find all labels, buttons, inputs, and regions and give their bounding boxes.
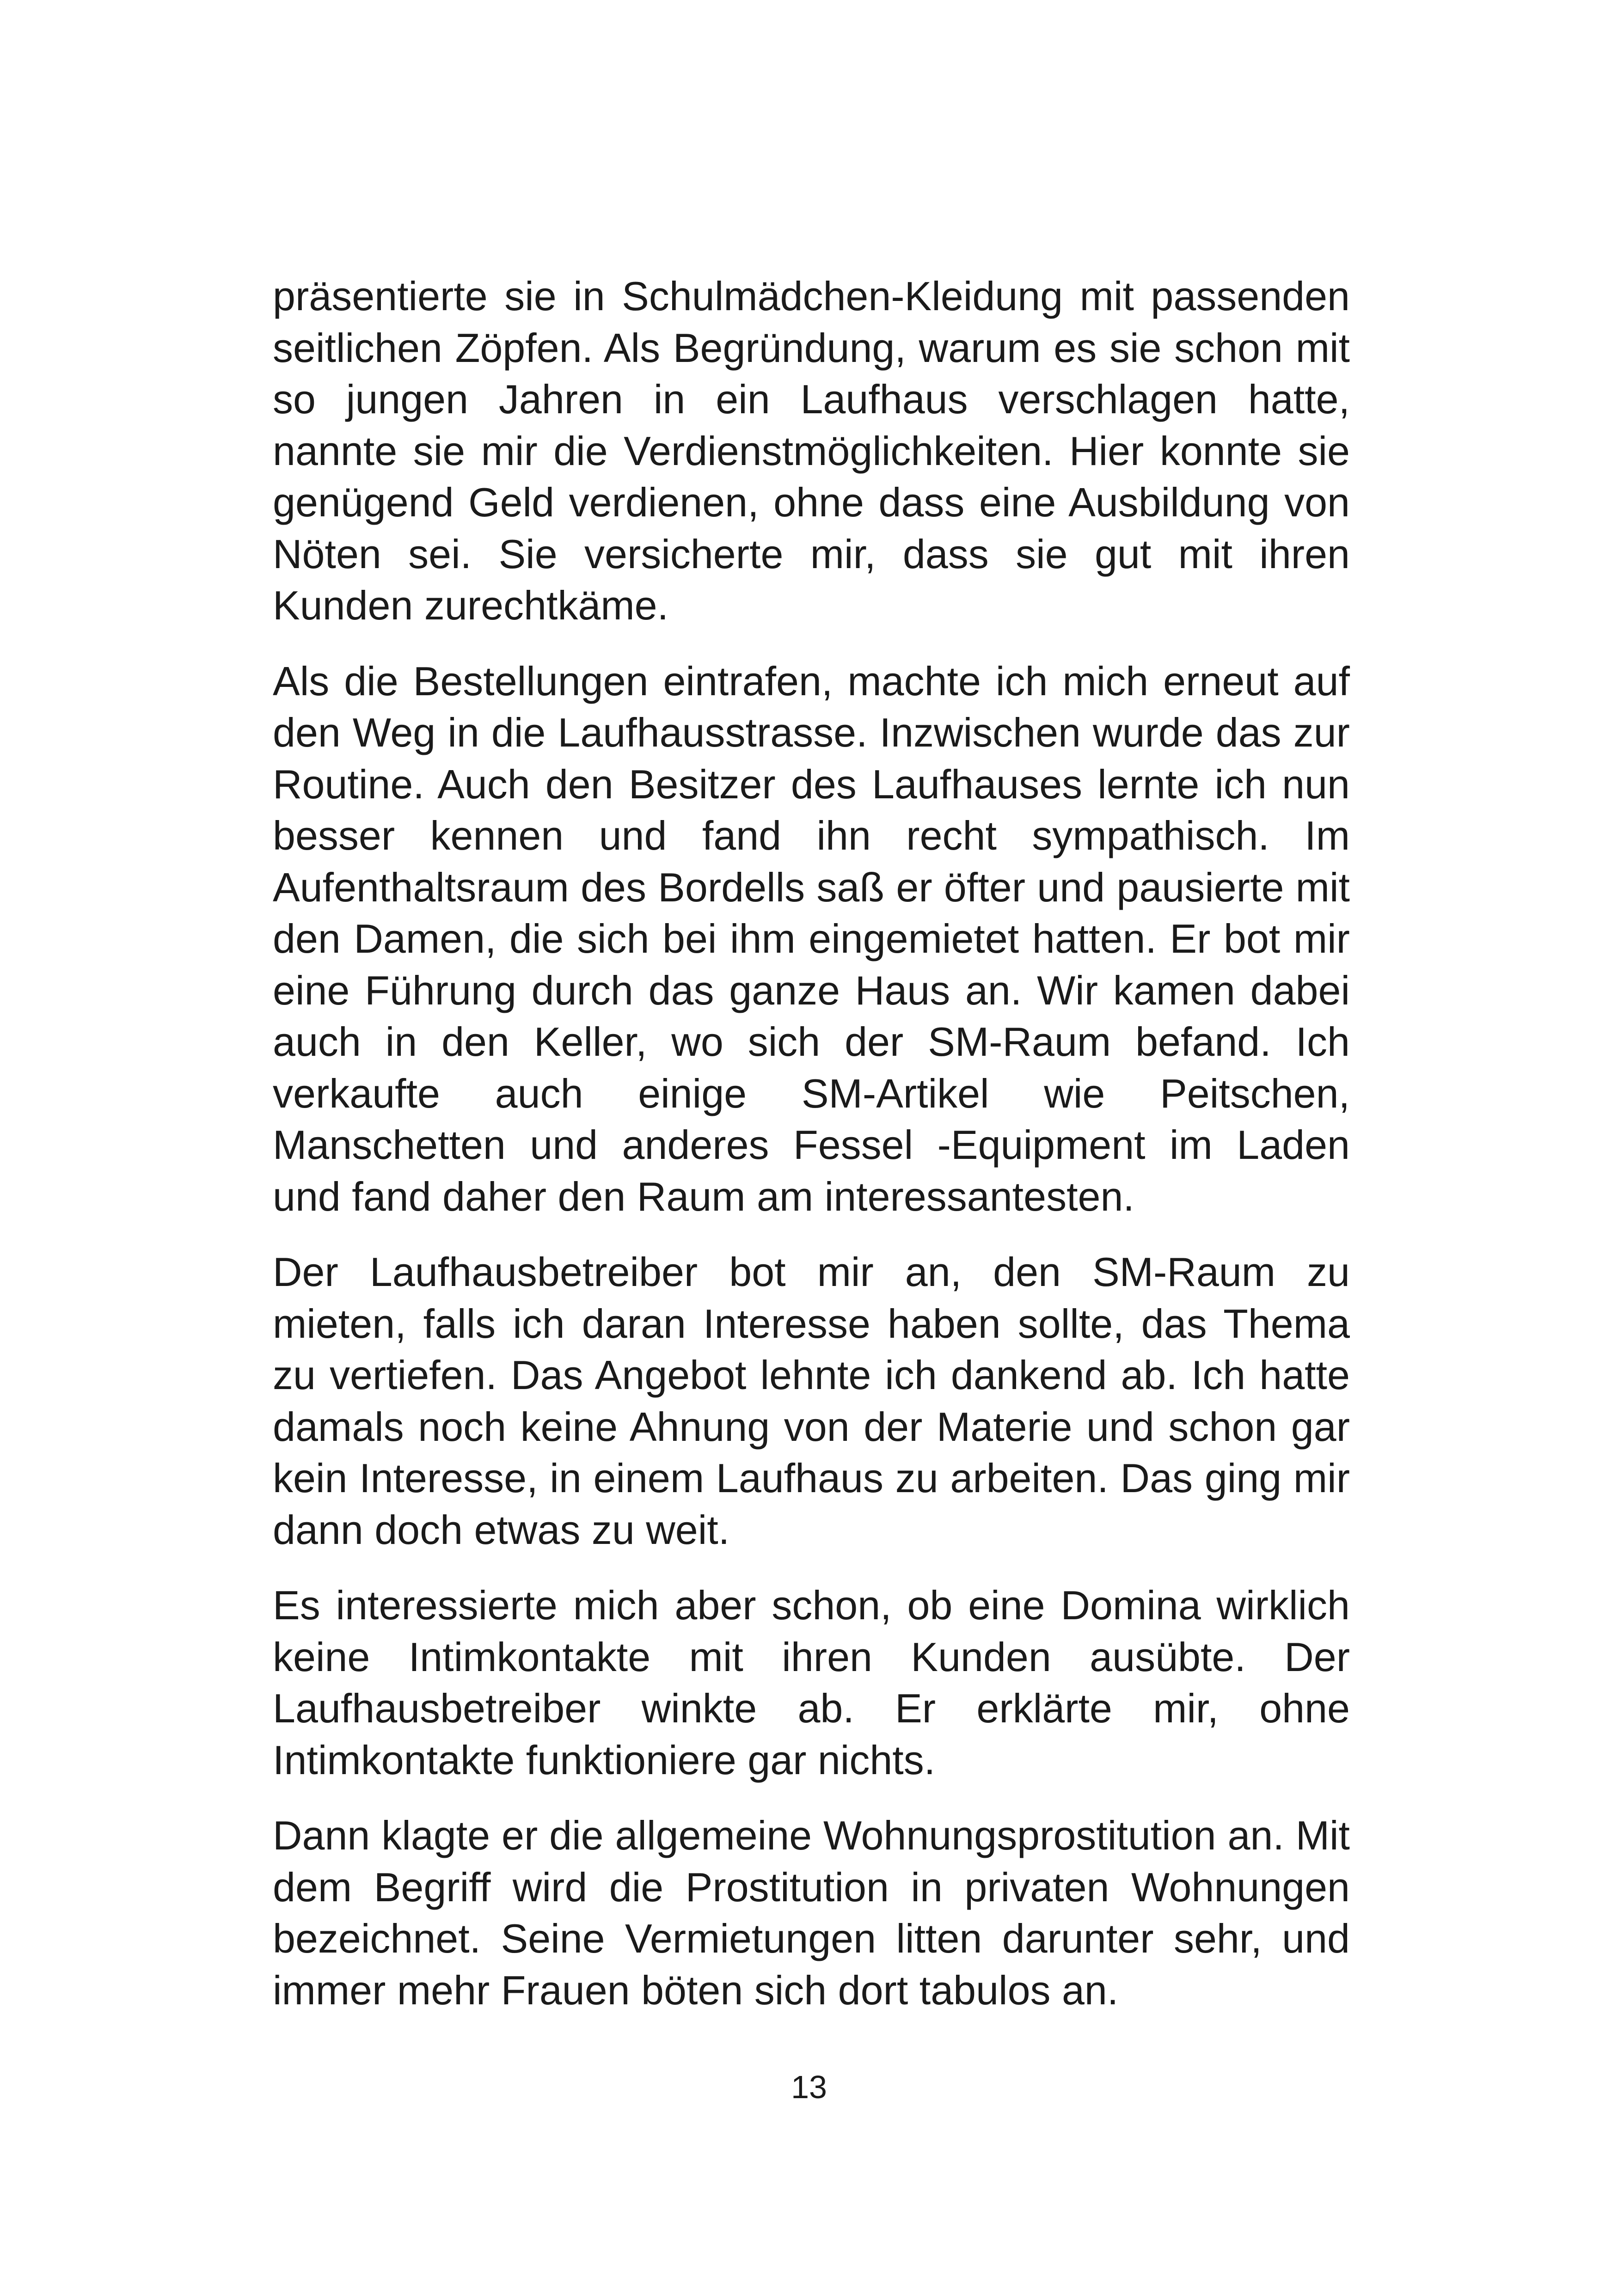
- body-text: [273, 270, 1350, 2040]
- paragraph-4: Es interessierte mich aber schon, ob eine Domina wirklich keine Intimkontakte mit ihren Kunden ausübte. Der Laufhausbetreiber winkte ab. Er erklärte mir, ohne Intimkontakte funktioniere gar nichts.: [273, 1582, 1350, 1783]
- paragraph-5: Dann klagte er die allgemeine Wohnungsprostitution an. Mit dem Begriff wird die Prostitution in privaten Wohnungen bezeichnet. Seine Vermietungen litten darunter sehr, und immer mehr Frauen böten sich dort tabulos an.: [273, 1812, 1350, 2013]
- page-number: 13: [791, 2069, 827, 2105]
- paragraph-2: Als die Bestellungen eintrafen, machte ich mich erneut auf den Weg in die Laufhausstrasse. Inzwischen wurde das zur Routine. Auch den Besitzer des Laufhauses lernte ich nun besser kennen und fand ihn recht sympathisch. Im Aufenthaltsraum des Bordells saß er öfter und pausierte mit den Damen, die sich bei ihm eingemietet hatten. Er bot mir eine Führung durch das ganze Haus an. Wir kamen dabei auch in den Keller, wo sich der SM-Raum befand. Ich verkaufte auch einige SM-Artikel wie Peitschen, Manschetten und anderes Fessel -Equipment im Laden und fand daher den Raum am interessantesten.: [273, 658, 1350, 1219]
- paragraph-1: präsentierte sie in Schulmädchen-Kleidung mit passenden seitlichen Zöpfen. Als Begründung, warum es sie schon mit so jungen Jahren in ein Laufhaus verschlagen hatte, nannte sie mir die Verdienstmöglichkeiten. Hier konnte sie genügend Geld verdienen, ohne dass eine Ausbildung von Nöten sei. Sie versicherte mir, dass sie gut mit ihren Kunden zurechtkäme.: [273, 273, 1350, 628]
- paragraph-3: Der Laufhausbetreiber bot mir an, den SM-Raum zu mieten, falls ich daran Interesse haben sollte, das Thema zu vertiefen. Das Angebot lehnte ich dankend ab. Ich hatte damals noch keine Ahnung von der Materie und schon gar kein Interesse, in einem Laufhaus zu arbeiten. Das ging mir dann doch etwas zu weit.: [273, 1249, 1350, 1553]
